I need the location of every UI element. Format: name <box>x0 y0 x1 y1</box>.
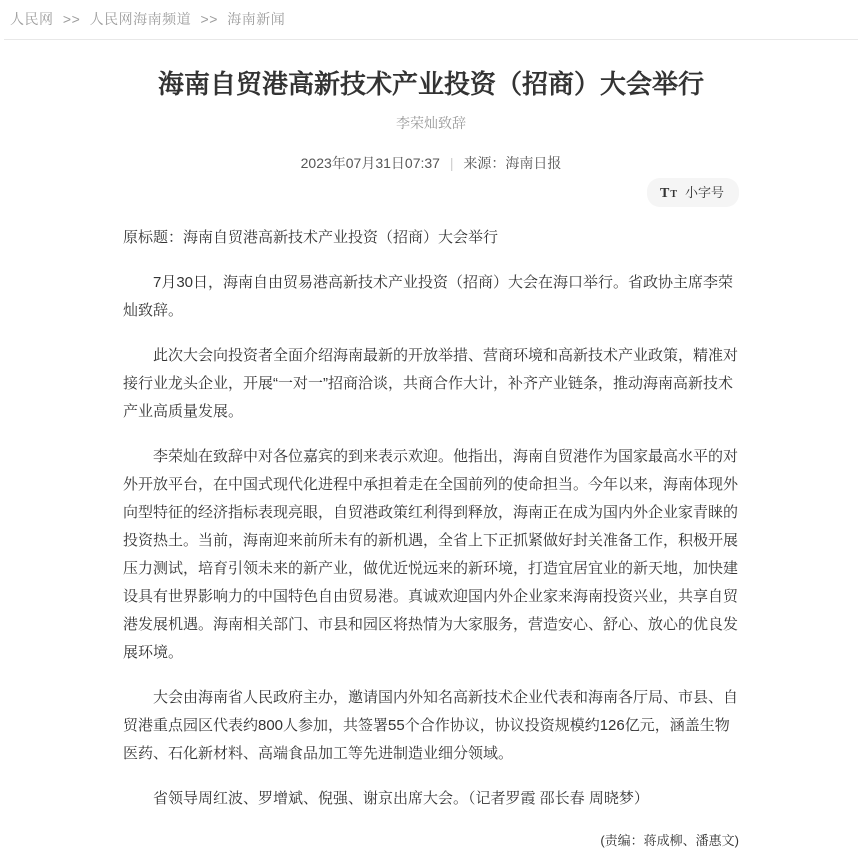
source-label: 来源： <box>463 155 506 171</box>
article-subtitle: 李荣灿致辞 <box>396 115 466 131</box>
header-divider <box>4 39 858 40</box>
article-dateline <box>123 153 739 173</box>
breadcrumb-link-hainan-news[interactable]: 海南新闻 <box>227 11 286 27</box>
font-size-button[interactable] <box>647 178 739 207</box>
font-size-label: 小字号 <box>684 185 724 200</box>
breadcrumb-separator: >> <box>200 11 218 27</box>
article-paragraph: 省领导周红波、罗增斌、倪强、谢京出席大会。（记者罗霞 邵长春 周晓梦） <box>153 790 649 807</box>
original-title-line: 原标题：海南自贸港高新技术产业投资（招商）大会举行 <box>123 229 499 246</box>
article-paragraph: 7月30日，海南自由贸易港高新技术产业投资（招商）大会在海口举行。省政协主席李荣灿致辞。 <box>123 274 734 319</box>
article-title: 海南自贸港高新技术产业投资（招商）大会举行 <box>157 69 704 99</box>
article-toolbar <box>123 178 739 207</box>
article-paragraph: 此次大会向投资者全面介绍海南最新的开放举措、营商环境和高新技术产业政策，精准对接行业龙头企业，开展“一对一”招商洽谈，共商合作大计，补齐产业链条，推动海南高新技术产业高质量发展。 <box>123 347 739 420</box>
breadcrumb <box>0 0 862 39</box>
breadcrumb-separator: >> <box>62 11 81 27</box>
publish-datetime: 2023年07月31日07:37 <box>300 155 440 171</box>
breadcrumb-link-people-net[interactable]: 人民网 <box>10 11 54 27</box>
article-paragraph: 大会由海南省人民政府主办，邀请国内外知名高新技术企业代表和海南各厅局、市县、自贸港重点园区代表约800人参加，共签署55个合作协议，协议投资规模约126亿元，涵盖生物医药、石化新材料、高端食品加工等先进制造业细分领域。 <box>123 689 739 762</box>
breadcrumb-link-hainan-channel[interactable]: 人民网海南频道 <box>89 11 192 27</box>
source-link[interactable]: 海南日报 <box>505 155 562 171</box>
editors-note: (责编：蒋成柳、潘惠文) <box>600 833 739 848</box>
font-size-icon: TT <box>659 186 678 201</box>
dateline-pipe: | <box>449 155 454 171</box>
article-paragraph: 李荣灿在致辞中对各位嘉宾的到来表示欢迎。他指出，海南自贸港作为国家最高水平的对外开放平台，在中国式现代化进程中承担着走在全国前列的使命担当。今年以来，海南体现外向型特征的经济指标表现亮眼，自贸港政策红利得到释放，海南正在成为国内外企业家青睐的投资热土。当前，海南迎来前所未有的新机遇，全省上下正抓紧做好封关准备工作，积极开展压力测试，培育引领未来的新产业，做优近悦远来的新环境，打造宜居宜业的新天地，加快建设具有世界影响力的中国特色自由贸易港。真诚欢迎国内外企业家来海南投资兴业，共享自贸港发展机遇。海南相关部门、市县和园区将热情为大家服务，营造安心、舒心、放心的优良发展环境。 <box>123 448 739 661</box>
article-container <box>123 66 739 849</box>
